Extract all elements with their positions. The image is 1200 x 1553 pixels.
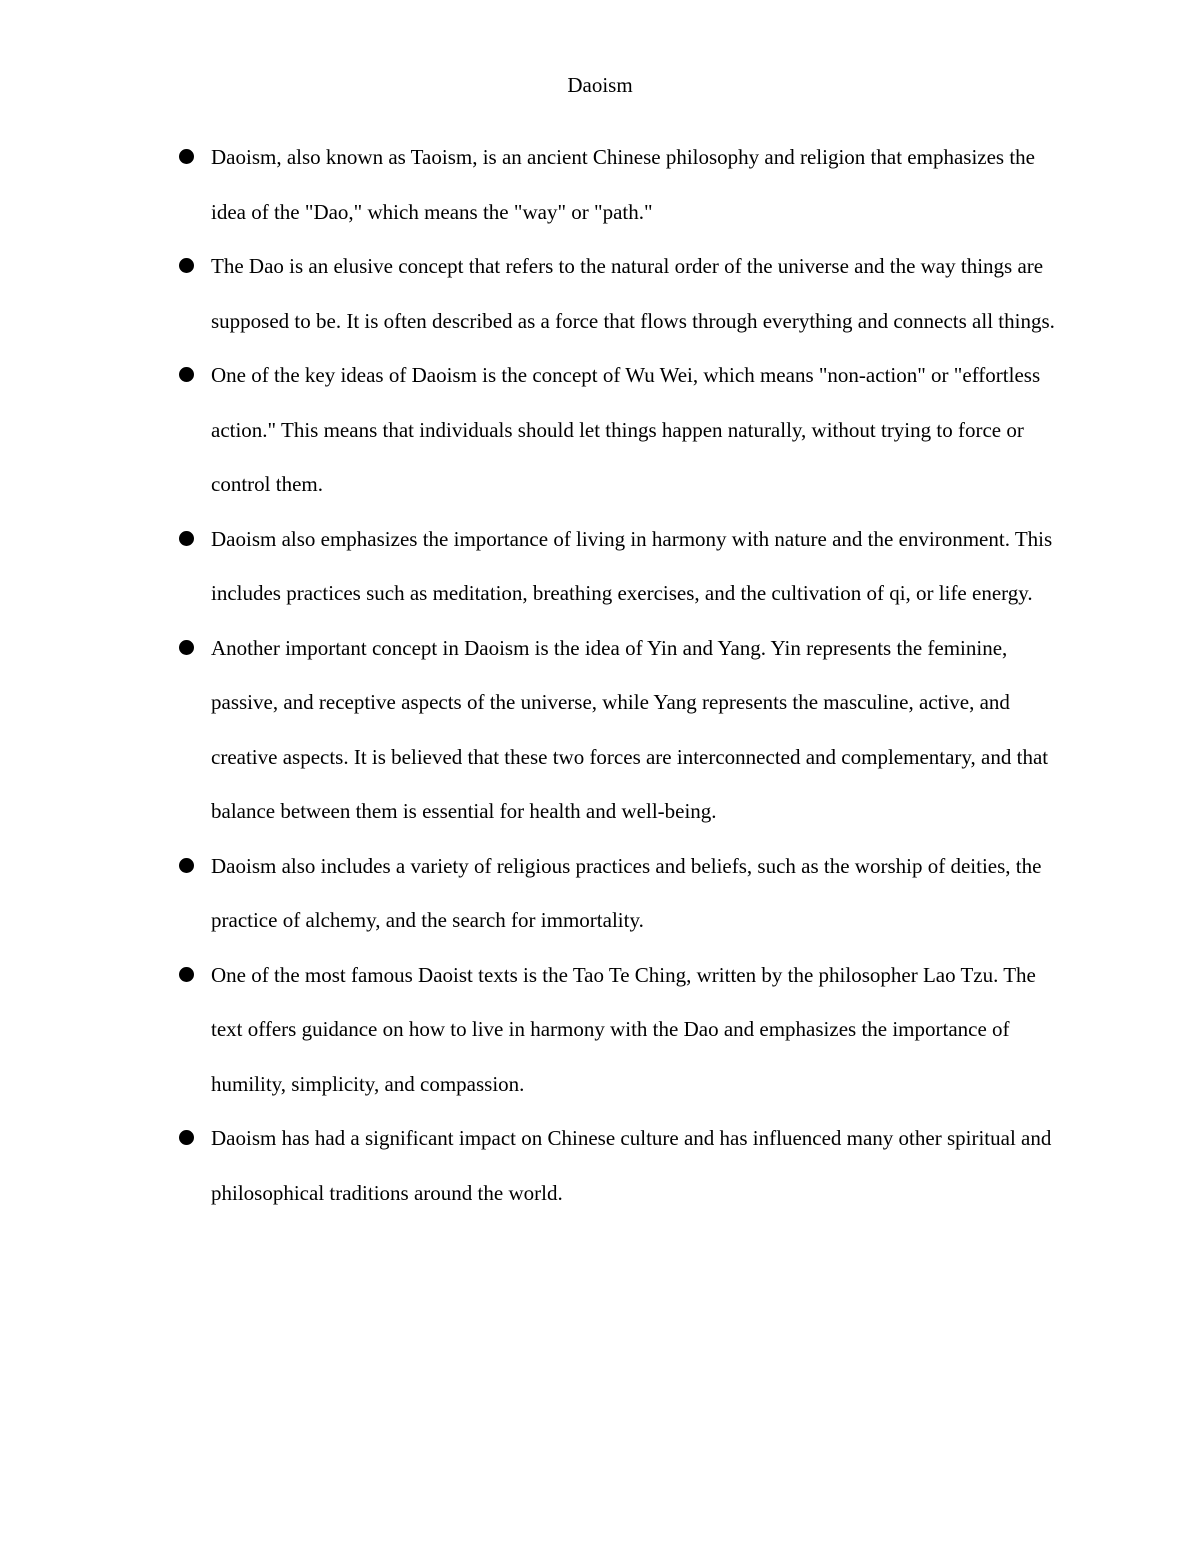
- bullet-list: [211, 130, 1056, 1220]
- bullet-icon: [179, 258, 194, 273]
- bullet-text: Daoism also includes a variety of religious practices and beliefs, such as the worship of deities, the practice of alchemy, and the search for immortality.: [211, 853, 1042, 932]
- bullet-icon: [179, 149, 194, 164]
- document-title: Daoism: [567, 73, 633, 97]
- bullet-icon: [179, 640, 194, 655]
- bullet-text: Another important concept in Daoism is the idea of Yin and Yang. Yin represents the feminine, passive, and receptive aspects of the universe, while Yang represents the masculine, active, and creative aspects. It is believed that these two forces are interconnected and complementary, and that balance between them is essential for health and well-being.: [211, 635, 1049, 823]
- bullet-text: Daoism has had a significant impact on Chinese culture and has influenced many other spiritual and philosophical traditions around the world.: [211, 1126, 1052, 1205]
- bullet-icon: [179, 967, 194, 982]
- bullet-icon: [179, 367, 194, 382]
- bullet-text: One of the key ideas of Daoism is the concept of Wu Wei, which means "non-action" or "effortless action." This means that individuals should let things happen naturally, without trying to force or control them.: [211, 363, 1041, 496]
- bullet-text: Daoism, also known as Taoism, is an ancient Chinese philosophy and religion that emphasizes the idea of the "Dao," which means the "way" or "path.": [211, 145, 1035, 224]
- bullet-text: One of the most famous Daoist texts is the Tao Te Ching, written by the philosopher Lao Tzu. The text offers guidance on how to live in harmony with the Dao and emphasizes the importance of humility, simplicity, and compassion.: [211, 962, 1036, 1096]
- list-item: [211, 1111, 1056, 1220]
- list-item: [211, 948, 1056, 1112]
- list-item: [211, 512, 1056, 621]
- list-item: [211, 130, 1056, 239]
- list-item: [211, 839, 1056, 948]
- bullet-icon: [179, 1130, 194, 1145]
- bullet-text: Daoism also emphasizes the importance of living in harmony with nature and the environment. This includes practices such as meditation, breathing exercises, and the cultivation of qi, or life energy.: [211, 526, 1053, 605]
- list-item: [211, 239, 1056, 348]
- list-item: [211, 621, 1056, 839]
- bullet-icon: [179, 858, 194, 873]
- bullet-text: The Dao is an elusive concept that refers to the natural order of the universe and the way things are supposed to be. It is often described as a force that flows through everything and connects all things.: [211, 254, 1055, 333]
- bullet-icon: [179, 531, 194, 546]
- list-item: [211, 348, 1056, 512]
